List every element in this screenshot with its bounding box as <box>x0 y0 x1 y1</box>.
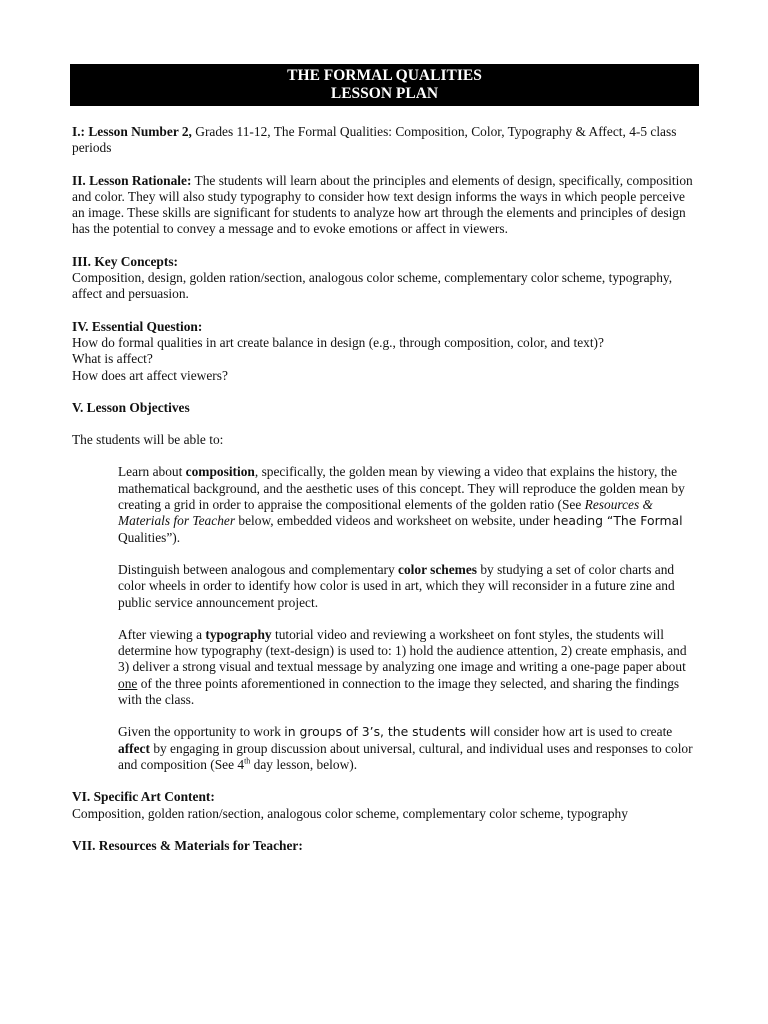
question-1: How do formal qualities in art create balance in design (e.g., through composition, color, and text)? <box>72 334 604 350</box>
section-lesson-objectives <box>72 400 700 773</box>
section-label: I.: Lesson Number 2, <box>72 124 192 139</box>
section-essential-question <box>72 319 700 384</box>
question-3: How does art affect viewers? <box>72 367 228 383</box>
lesson-content <box>72 124 700 870</box>
section-resources-materials <box>72 838 700 854</box>
section-text: Composition, design, golden ration/section, analogous color scheme, complementary color scheme, typography, affect and persuasion. <box>72 270 673 302</box>
section-heading: IV. Essential Question: <box>72 318 203 334</box>
section-heading: V. Lesson Objectives <box>72 399 190 415</box>
section-specific-art-content <box>72 789 700 822</box>
section-text: The students will learn about the principles and elements of design, specifically, composition and color. They will also study typography to consider how text design informs the ways in which people perceive an image. These skills are significant for students to analyze how art through the elements and principles of design has the potential to convey a message and to evoke emotions or affect in viewers. <box>72 172 693 237</box>
section-lesson-number <box>72 124 700 157</box>
title-line-1: THE FORMAL QUALITIES <box>287 67 482 84</box>
section-heading: VI. Specific Art Content: <box>72 789 215 805</box>
title-line-2: LESSON PLAN <box>330 85 439 102</box>
section-lesson-rationale <box>72 173 700 238</box>
section-key-concepts <box>72 254 700 303</box>
objective-affect: Given the opportunity to work in groups of 3’s, the students will consider how art is used to create affect by engaging in group discussion about universal, cultural, and individual uses and responses to color and composition (See 4th day lesson, below). <box>118 724 693 772</box>
question-2: What is affect? <box>72 351 153 367</box>
objective-typography: After viewing a typography tutorial video and reviewing a worksheet on font styles, the students will determine how typography (text-design) is used to: 1) hold the audience attention, 2) create emphasis, and 3) deliver a strong visual and textual message by analyzing one image and writing a one-page paper about one of the three points aforementioned in connection to the image they selected, and sharing the findings with the class. <box>118 626 687 708</box>
section-heading: III. Key Concepts: <box>72 253 179 269</box>
objective-color-schemes: Distinguish between analogous and complementary color schemes by studying a set of color charts and color wheels in order to identify how color is used in art, which they will reconsider in a future zine and public service announcement project. <box>118 561 675 610</box>
title-banner <box>70 64 699 106</box>
objective-composition: Learn about composition, specifically, the golden mean by viewing a video that explains the history, the mathematical background, and the aesthetic uses of this concept. They will reproduce the golden mean by creating a grid in order to appraise the compositional elements of the golden ratio (See Resources & Materials for Teacher below, embedded videos and worksheet on website, under heading “The Formal Qualities”). <box>118 464 685 545</box>
objectives-list <box>118 464 700 773</box>
section-heading: VII. Resources & Materials for Teacher: <box>72 837 303 853</box>
objectives-intro: The students will be able to: <box>72 432 224 448</box>
section-text: Grades 11-12, The Formal Qualities: Composition, Color, Typography & Affect, 4-5 class periods <box>72 124 677 156</box>
section-label: II. Lesson Rationale: <box>72 172 192 188</box>
section-text: Composition, golden ration/section, analogous color scheme, complementary color scheme, typography <box>72 805 628 821</box>
